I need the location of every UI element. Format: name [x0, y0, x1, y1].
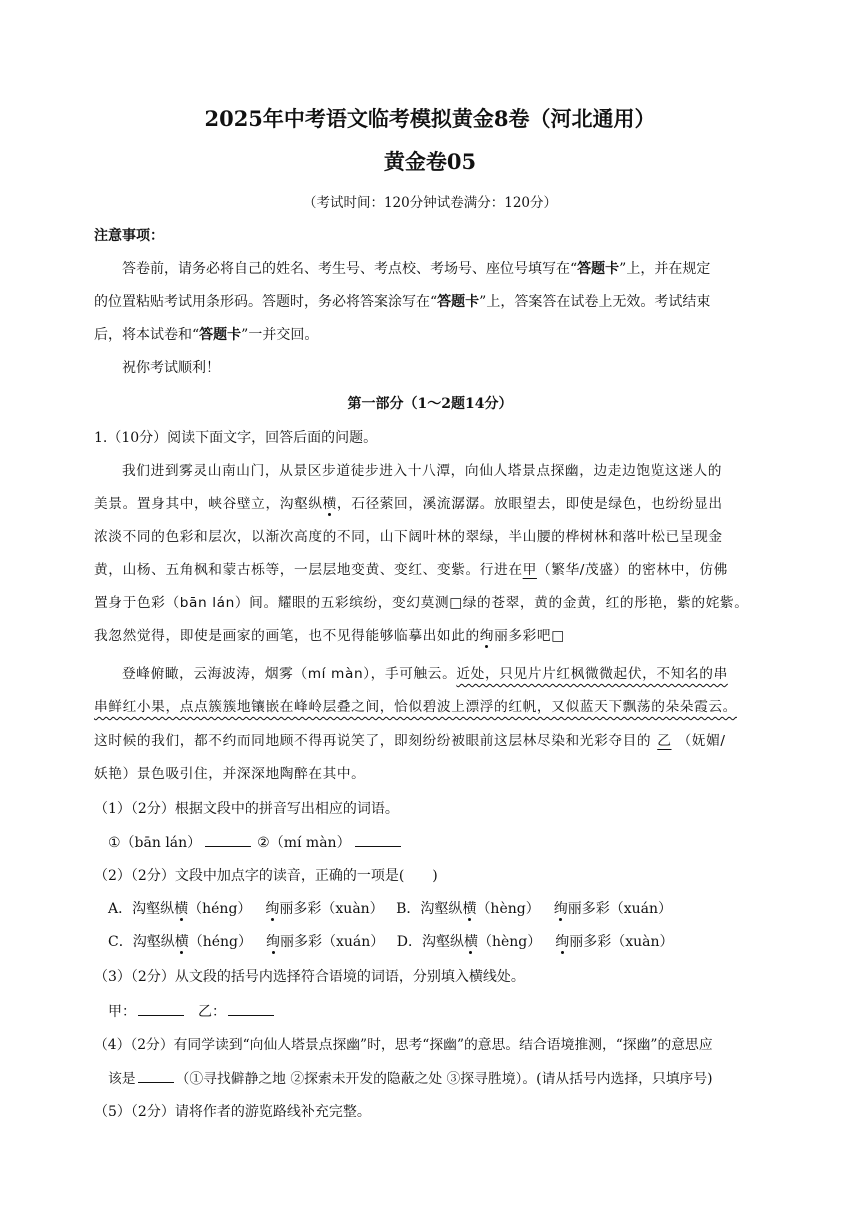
option-text: （hèng） [476, 901, 540, 917]
subquestion-4-stem: （4）（2分）有同学读到“向仙人塔景点探幽”时，思考“探幽”的意思。结合语境推测，“探幽”的意思应 [94, 1037, 713, 1053]
question-text: 该是 [108, 1071, 136, 1087]
passage-line [94, 560, 728, 580]
answer-blank[interactable] [228, 1001, 274, 1016]
passage-text: 这时候的我们，都不约而同地顾不得再说笑了，即刻纷纷被眼前这层林尽染和光彩夺目的 [94, 733, 652, 749]
answer-card-term: 答题卡 [577, 261, 620, 277]
pinyin-prompt: ①（bān lán） [108, 835, 202, 851]
passage-text: 黄，山杨、五角枫和蒙古栎等，一层层地变黄、变红、变紫。行进在 [94, 562, 523, 578]
wavy-underlined-text: 串鲜红小果，点点簇簇地镶嵌在峰岭层叠之间，恰似碧波上漂浮的红帆，又似蓝天下飘荡的朵朵霞云。 [94, 699, 737, 715]
notice-text: ”上，答案答在试卷上无效。考试结束 [479, 294, 711, 310]
option-text: 丽多彩（xuàn） [279, 901, 384, 917]
exam-title: 2025年中考语文临考模拟黄金8卷（河北通用） [204, 106, 656, 131]
dotted-char: 绚 [553, 901, 568, 917]
dotted-char: 横 [174, 934, 189, 950]
option-text: （héng） [188, 901, 252, 917]
answer-card-term: 答题卡 [437, 294, 480, 310]
option-text: C．沟壑纵 [108, 934, 175, 950]
option-text: D．沟壑纵 [396, 934, 464, 950]
notice-text: 的位置粘贴考试用条形码。答题时，务必将答案涂写在“ [94, 294, 438, 310]
answer-blank[interactable] [355, 832, 401, 847]
passage-line [94, 731, 726, 751]
option-a[interactable] [108, 901, 384, 917]
notice-line-3 [94, 325, 318, 345]
passage-text: 丽多彩吧□ [494, 628, 565, 644]
dotted-char: 绚 [479, 628, 495, 644]
notice-text: 答卷前，请务必将自己的姓名、考生号、考点校、考场号、座位号填写在“ [122, 261, 578, 277]
option-text: A．沟壑纵 [108, 901, 175, 917]
question-1-stem: 1.（10分）阅读下面文字，回答后面的问题。 [94, 430, 378, 446]
subquestion-1-stem: （1）（2分）根据文段中的拼音写出相应的词语。 [94, 801, 399, 817]
passage-line: 妖艳）景色吸引住，并深深地陶醉在其中。 [94, 766, 366, 782]
passage-line [94, 626, 565, 646]
dotted-char: 横 [463, 934, 478, 950]
question-text: （①寻找僻静之地 ②探索未开发的隐蔽之处 ③探寻胜境）。(请从括号内选择，只填序号) [175, 1071, 713, 1087]
option-text: B．沟壑纵 [396, 901, 463, 917]
subquestion-3-stem: （3）（2分）从文段的括号内选择符合语境的词语，分别填入横线处。 [94, 969, 525, 985]
answer-blank[interactable] [138, 1068, 174, 1083]
passage-line [122, 664, 728, 684]
notice-line-1 [122, 259, 710, 279]
paper-subtitle: 黄金卷05 [383, 149, 477, 174]
dotted-char: 绚 [266, 934, 280, 950]
option-text: 丽多彩（xuán） [567, 901, 672, 917]
pinyin-prompt: ②（mí màn） [257, 835, 351, 851]
subquestion-3-blanks [108, 1001, 274, 1022]
good-luck-text: 祝你考试顺利！ [122, 360, 220, 376]
passage-text: 我忽然觉得，即使是画家的画笔，也不见得能够临摹出如此的 [94, 628, 480, 644]
blank-label: 甲： [108, 1004, 136, 1020]
exam-info: （考试时间：120分钟试卷满分：120分） [302, 195, 558, 211]
passage-line: 浓淡不同的色彩和层次，以渐次高度的不同，山下阔叶林的翠绿，半山腰的桦树林和落叶松已呈现金 [94, 529, 723, 545]
option-text: （héng） [188, 934, 252, 950]
passage-text: （繁华/茂盛）的密林中，仿佛 [536, 562, 728, 578]
option-text: （hèng） [477, 934, 542, 950]
option-c[interactable] [108, 934, 384, 950]
wavy-underlined-text: 近处，只见片片红枫微微起伏，不知名的串 [456, 666, 728, 682]
dotted-char: 绚 [555, 934, 570, 950]
subquestion-4-line-2 [108, 1068, 713, 1089]
subquestion-1-blanks [108, 832, 401, 853]
section-heading: 第一部分（1～2题14分） [347, 396, 513, 412]
subquestion-5-stem: （5）（2分）请将作者的游览路线补充完整。 [94, 1104, 371, 1120]
passage-text: ，石径萦回，溪流潺潺。放眼望去，即使是绿色，也纷纷显出 [336, 496, 723, 512]
passage-line [94, 697, 737, 717]
passage-line: 我们进到雾灵山南山门，从景区步道徒步进入十八潭，向仙人塔景点探幽，边走边饱览这迷人的 [122, 463, 723, 479]
passage-line [94, 494, 723, 514]
notice-heading: 注意事项： [94, 228, 164, 244]
notice-line-2 [94, 292, 710, 312]
dotted-char: 横 [174, 901, 189, 917]
passage-text: 登峰俯瞰，云海波涛，烟雾（mí màn），手可触云。 [122, 666, 457, 682]
passage-line: 置身于色彩（bān lán）间。耀眼的五彩缤纷，变幻莫测□绿的苍翠，黄的金黄，红的彤艳，紫的姹紫。 [94, 595, 749, 611]
blank-jia: 甲 [522, 562, 537, 578]
answer-card-term: 答题卡 [199, 327, 242, 343]
option-row-ab [108, 899, 672, 919]
dotted-char: 横 [462, 901, 477, 917]
option-b[interactable] [396, 901, 672, 917]
dotted-char: 绚 [265, 901, 280, 917]
option-text: 丽多彩（xuán） [280, 934, 385, 950]
option-row-cd [108, 932, 674, 952]
subquestion-2-stem: （2）（2分）文段中加点字的读音，正确的一项是( ) [94, 868, 438, 884]
notice-text: ”上，并在规定 [619, 261, 711, 277]
blank-yi: 乙 [657, 733, 672, 749]
option-d[interactable] [397, 934, 674, 950]
option-text: 丽多彩（xuàn） [569, 934, 674, 950]
notice-text: 后，将本试卷和“ [94, 327, 200, 343]
passage-text: （妩媚/ [677, 733, 726, 749]
answer-blank[interactable] [205, 832, 251, 847]
passage-text: 美景。置身其中，峡谷壁立，沟壑纵 [94, 496, 323, 512]
notice-text: ”一并交回。 [241, 327, 319, 343]
blank-label: 乙： [198, 1004, 226, 1020]
answer-blank[interactable] [138, 1001, 184, 1016]
dotted-char: 横 [322, 496, 337, 512]
